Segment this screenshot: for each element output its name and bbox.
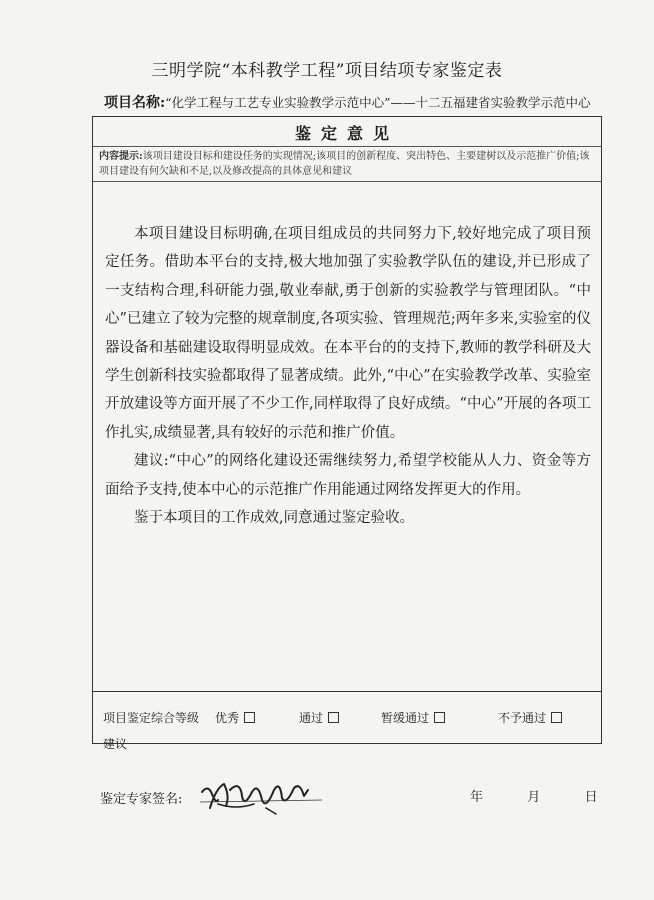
handwritten-signature [196, 770, 326, 820]
opinion-body [105, 220, 591, 532]
hint-text: 该项目建设目标和建设任务的实现情况;该项目的创新程度、突出特色、主要建树以及示范推广价值;该项目建设有何欠缺和不足,以及修改提高的具体意见和建议 [99, 151, 590, 177]
grade-checkbox-excellent[interactable] [244, 712, 255, 723]
opinion-paragraph-1: 本项目建设目标明确,在项目组成员的共同努力下,较好地完成了项目预定任务。借助本平台的支持,极大地加强了实验教学队伍的建设,并已形成了一支结构合理,科研能力强,敬业奉献,勇于创新的实验教学与管理团队。“中心”已建立了较为完整的规章制度,各项实验、管理规范;两年多来,实验室的仪器设备和基础建设取得明显成效。在本平台的的支持下,教师的教学科研及大学生创新科技实验都取得了显著成绩。此外,“中心”在实验教学改革、实验室开放建设等方面开展了不少工作,同样取得了良好成绩。“中心”开展的各项工作扎实,成绩显著,具有较好的示范和推广价值。 [105, 226, 591, 441]
grade-label-line-1: 项目鉴定综合等级 [103, 711, 200, 725]
grade-checkbox-pass[interactable] [328, 712, 339, 723]
grade-option-label: 通过 [299, 711, 324, 725]
hint-divider [93, 181, 601, 182]
grade-label [103, 705, 223, 757]
opinion-paragraph-3: 鉴于本项目的工作成效,同意通过鉴定验收。 [134, 510, 415, 527]
grade-option-excellent[interactable] [215, 705, 255, 731]
month-label: 月 [527, 790, 541, 805]
grade-option-reject[interactable] [498, 705, 562, 731]
expert-signature-label: 鉴定专家签名: [100, 792, 183, 807]
grade-label-line-2: 建议 [103, 737, 128, 751]
grade-checkbox-reject[interactable] [551, 712, 562, 723]
grade-option-label: 不予通过 [498, 711, 547, 725]
grade-option-label: 优秀 [215, 711, 240, 725]
opinion-frame [92, 116, 602, 751]
grade-checkbox-deferred[interactable] [434, 712, 445, 723]
grade-option-label: 暂缓通过 [381, 711, 430, 725]
day-label: 日 [584, 790, 598, 805]
grade-options [215, 705, 595, 731]
section-title: 鉴定意见 [294, 124, 399, 143]
title-divider [93, 146, 601, 147]
opinion-paragraph-2: 建议:“中心”的网络化建设还需继续努力,希望学校能从人力、资金等方面给予支持,使本中心的示范推广作用能通过网络发挥更大的作用。 [105, 453, 591, 498]
project-name-value: “化学工程与工艺专业实验教学示范中心”——十二五福建省实验教学示范中心 [165, 95, 591, 110]
project-name-line [104, 92, 644, 112]
grade-option-deferred[interactable] [381, 705, 445, 731]
project-name-label: 项目名称: [104, 95, 166, 111]
grade-option-pass[interactable] [299, 705, 339, 731]
form-title: 三明学院“本科教学工程”项目结项专家鉴定表 [151, 61, 503, 81]
date-fields [470, 786, 598, 805]
grade-divider [93, 691, 601, 692]
hint-label: 内容提示: [99, 151, 143, 162]
year-label: 年 [470, 790, 484, 805]
content-hint [99, 149, 597, 179]
